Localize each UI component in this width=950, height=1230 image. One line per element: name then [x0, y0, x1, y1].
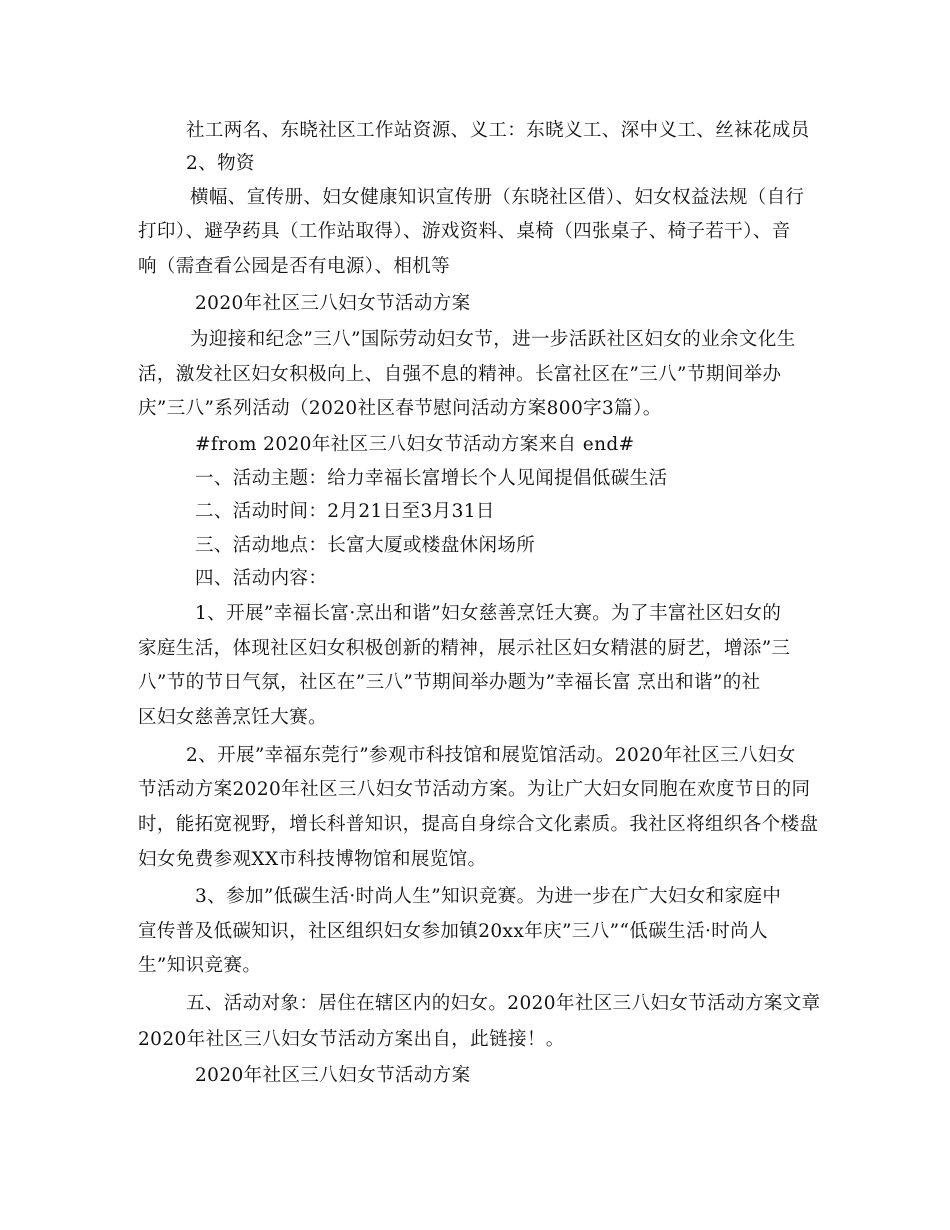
text-line: 八”节的节日气氛，社区在”三八”节期间举办题为”幸福长富 烹出和谐”的社: [138, 672, 761, 693]
text-line: 1、开展”幸福长富·烹出和谐”妇女慈善烹饪大赛。为了丰富社区妇女的: [195, 603, 782, 624]
section-heading: 二、活动时间：2月21日至3月31日: [195, 501, 495, 522]
text-line: 社工两名、东晓社区工作站资源、义工：东晓义工、深中义工、丝袜花成员: [186, 120, 810, 141]
section-heading: 四、活动内容：: [195, 568, 328, 589]
text-line: 2、开展”幸福东莞行”参观市科技馆和展览馆活动。2020年社区三八妇女: [186, 745, 796, 766]
text-line: 宣传普及低碳知识，社区组织妇女参加镇20xx年庆”三八”“低碳生活·时尚人: [138, 921, 768, 942]
text-line: 2020年社区三八妇女节活动方案出自，此链接！。: [138, 1029, 565, 1050]
text-line: 响（需查看公园是否有电源）、相机等: [138, 256, 451, 277]
text-line: 妇女免费参观XX市科技博物馆和展览馆。: [138, 849, 487, 870]
document-title: 2020年社区三八妇女节活动方案: [195, 1065, 471, 1086]
text-line: 生”知识竞赛。: [138, 955, 262, 976]
text-line: 3、参加”低碳生活·时尚人生”知识竞赛。为进一步在广大妇女和家庭中: [195, 886, 782, 907]
text-line: 横幅、宣传册、妇女健康知识宣传册（东晓社区借）、妇女权益法规（自行: [190, 187, 805, 208]
text-line: 区妇女慈善烹饪大赛。: [138, 707, 328, 728]
section-heading: 2、物资: [186, 153, 255, 174]
text-line: 时，能拓宽视野，增长科普知识，提高自身综合文化素质。我社区将组织各个楼盘: [138, 814, 819, 835]
text-line: 活，激发社区妇女积极向上、自强不息的精神。长富社区在”三八”节期间举办: [138, 364, 782, 385]
section-heading: 三、活动地点：长富大厦或楼盘休闲场所: [195, 535, 536, 556]
text-line: 打印）、避孕药具（工作站取得）、游戏资料、桌椅（四张桌子、椅子若干）、音: [138, 221, 791, 242]
text-line: 为迎接和纪念”三八”国际劳动妇女节，进一步活跃社区妇女的业余文化生: [190, 329, 796, 350]
document-title: 2020年社区三八妇女节活动方案: [195, 293, 471, 314]
section-heading: 一、活动主题：给力幸福长富增长个人见闻提倡低碳生活: [195, 468, 668, 489]
text-line: #from 2020年社区三八妇女节活动方案来自 end#: [195, 434, 635, 455]
section-heading: 五、活动对象：居住在辖区内的妇女。2020年社区三八妇女节活动方案文章: [186, 993, 821, 1014]
text-line: 家庭生活，体现社区妇女积极创新的精神，展示社区妇女精湛的厨艺，增添”三: [138, 638, 791, 659]
text-line: 节活动方案2020年社区三八妇女节活动方案。为让广大妇女同胞在欢度节日的同: [138, 779, 811, 800]
text-line: 庆”三八”系列活动（2020社区春节慰问活动方案800字3篇）。: [138, 398, 662, 419]
